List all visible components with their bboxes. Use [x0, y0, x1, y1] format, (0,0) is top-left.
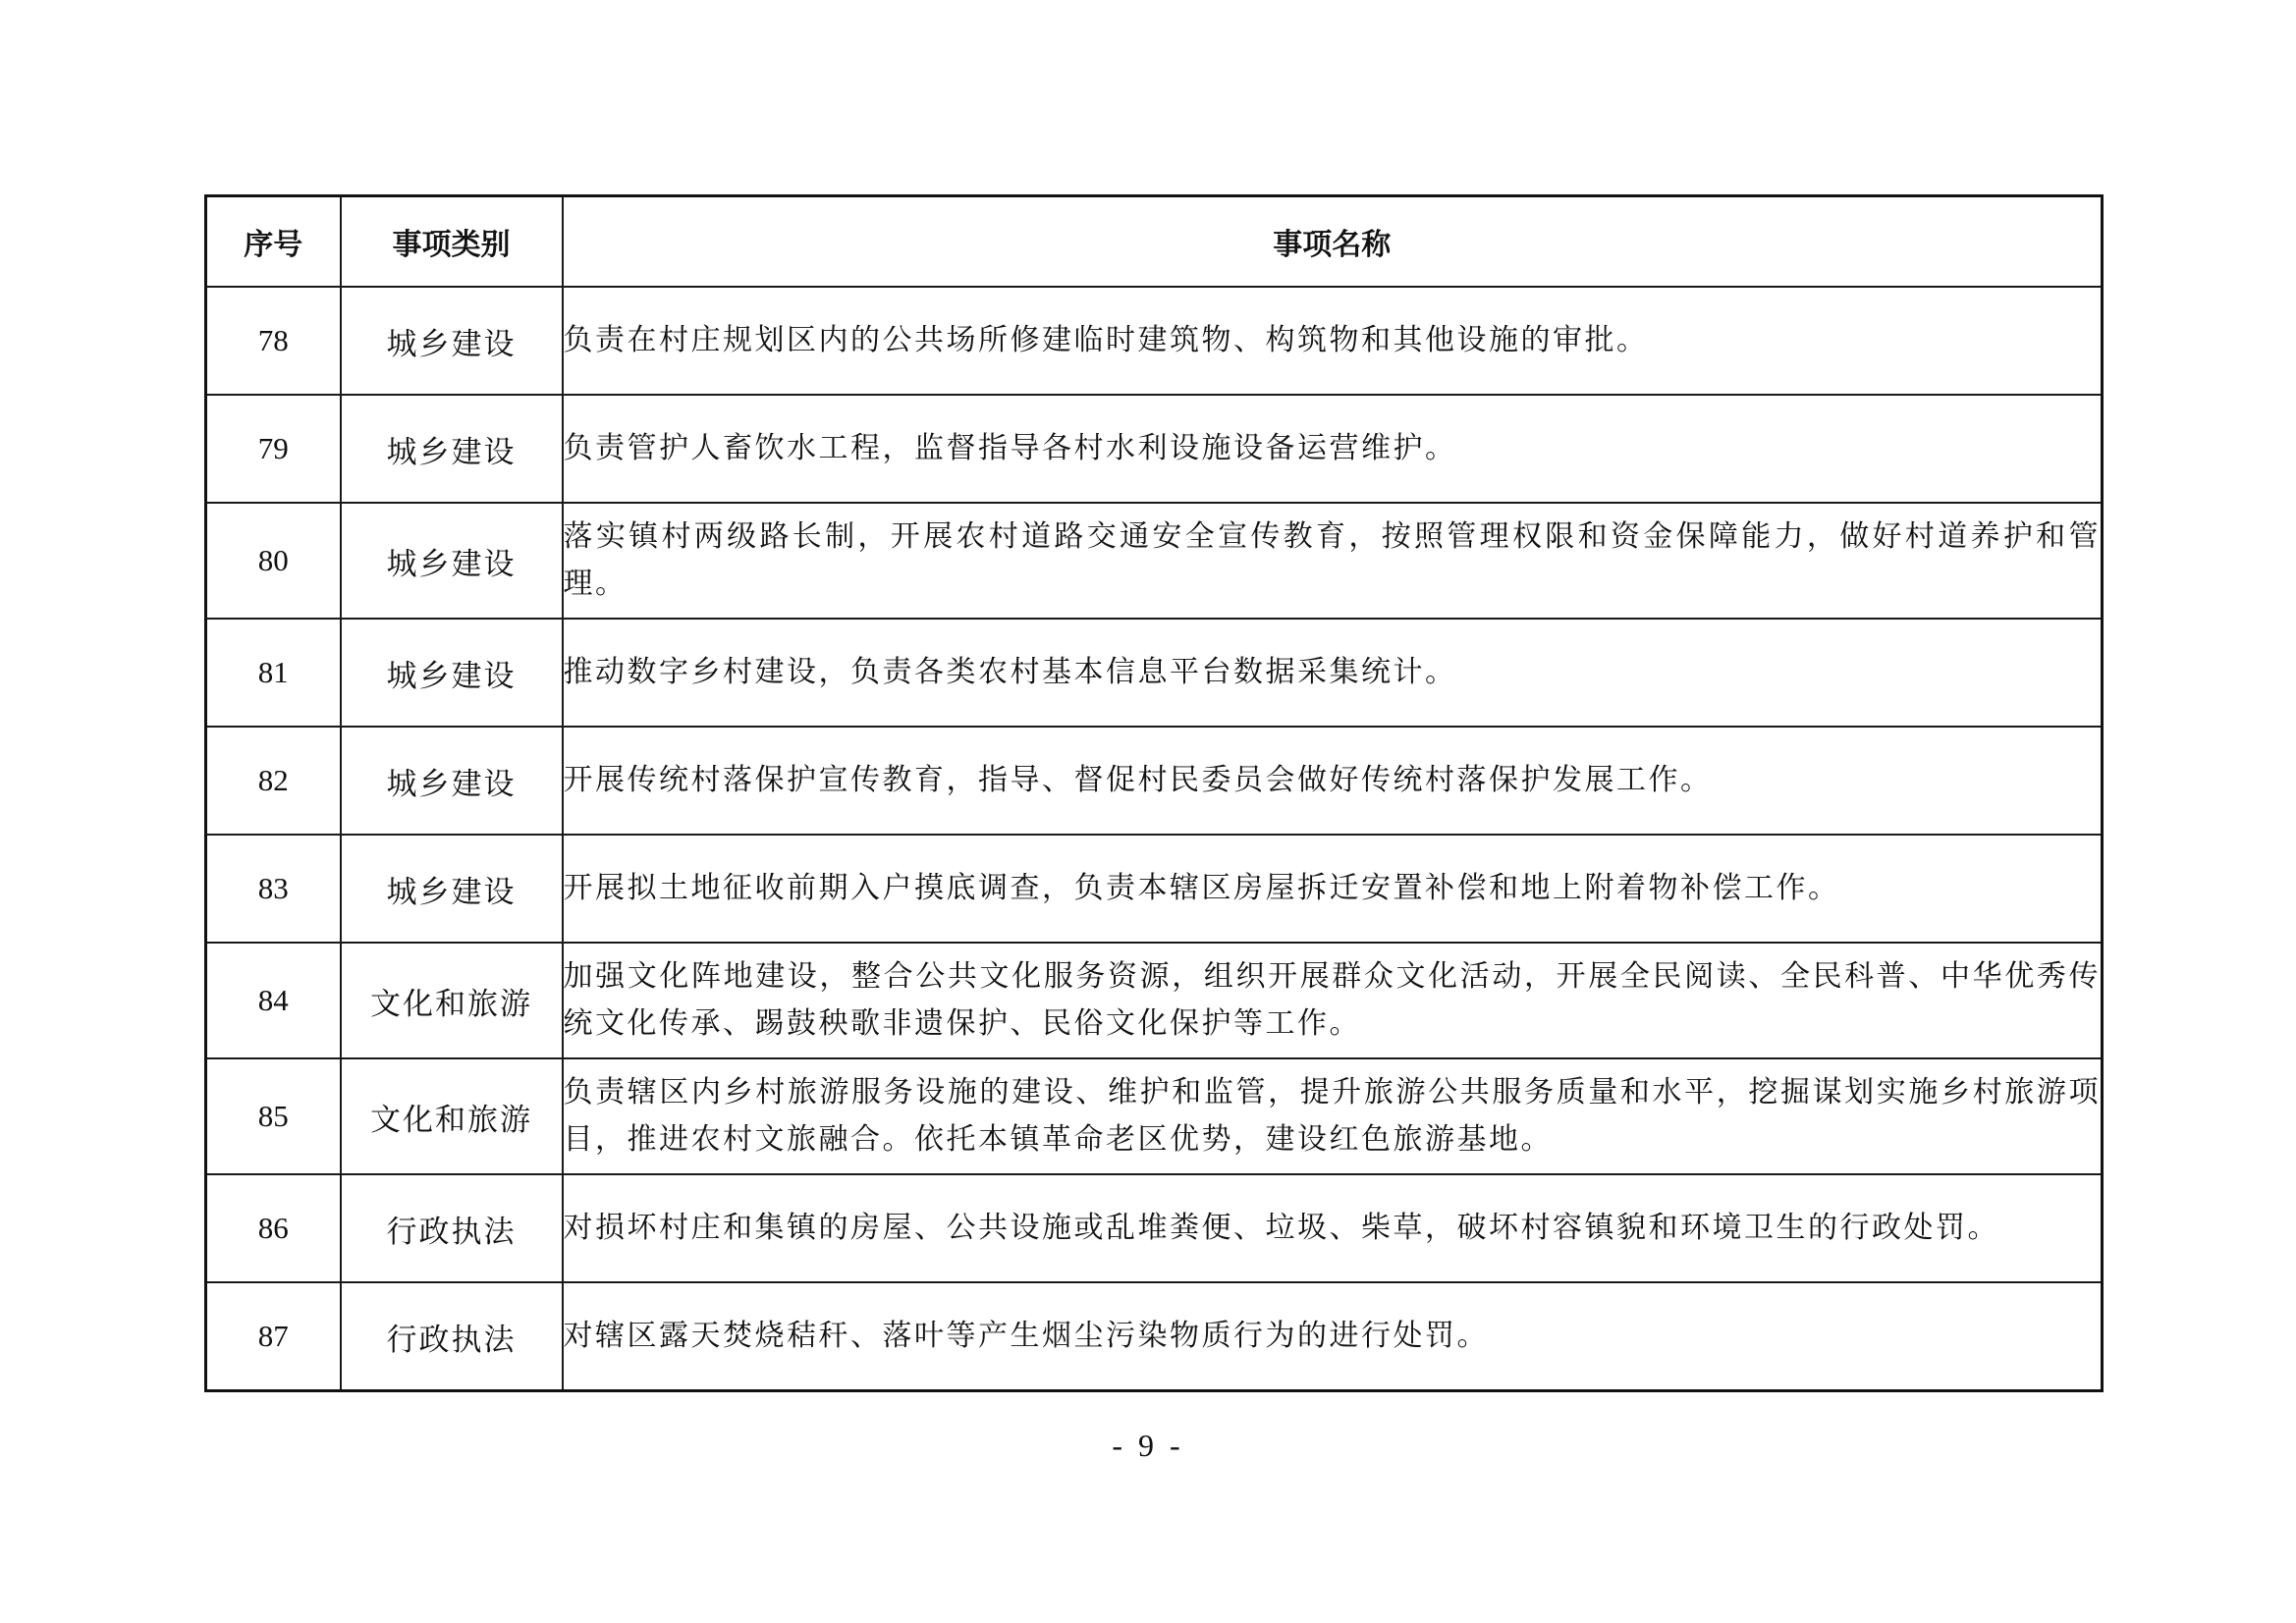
table-row	[206, 1058, 2103, 1174]
row-category: 城乡建设	[341, 835, 563, 943]
row-name: 加强文化阵地建设，整合公共文化服务资源，组织开展群众文化活动，开展全民阅读、全民科普、中华优秀传统文化传承、踢鼓秧歌非遗保护、民俗文化保护等工作。	[563, 943, 2103, 1058]
page-number: - 9 -	[1112, 1428, 1184, 1463]
row-category: 城乡建设	[341, 727, 563, 835]
row-category: 城乡建设	[341, 287, 563, 395]
row-name: 负责辖区内乡村旅游服务设施的建设、维护和监管，提升旅游公共服务质量和水平，挖掘谋划实施乡村旅游项目，推进农村文旅融合。依托本镇革命老区优势，建设红色旅游基地。	[563, 1058, 2103, 1174]
table-row	[206, 1282, 2103, 1391]
row-name: 负责在村庄规划区内的公共场所修建临时建筑物、构筑物和其他设施的审批。	[563, 287, 2103, 395]
table-row	[206, 835, 2103, 943]
row-name: 对损坏村庄和集镇的房屋、公共设施或乱堆粪便、垃圾、柴草，破坏村容镇貌和环境卫生的行政处罚。	[563, 1174, 2103, 1282]
table-row	[206, 727, 2103, 835]
row-name: 开展传统村落保护宣传教育，指导、督促村民委员会做好传统村落保护发展工作。	[563, 727, 2103, 835]
row-category: 行政执法	[341, 1282, 563, 1391]
table-row	[206, 943, 2103, 1058]
table-row	[206, 395, 2103, 503]
row-no: 84	[206, 943, 341, 1058]
items-table	[204, 194, 2104, 1392]
row-no: 87	[206, 1282, 341, 1391]
row-no: 78	[206, 287, 341, 395]
header-no: 序号	[206, 196, 341, 288]
row-no: 83	[206, 835, 341, 943]
row-no: 79	[206, 395, 341, 503]
row-name: 对辖区露天焚烧秸秆、落叶等产生烟尘污染物质行为的进行处罚。	[563, 1282, 2103, 1391]
table-row	[206, 1174, 2103, 1282]
row-category: 城乡建设	[341, 619, 563, 727]
row-no: 86	[206, 1174, 341, 1282]
table-header-row	[206, 196, 2103, 288]
row-category: 城乡建设	[341, 503, 563, 619]
row-category: 文化和旅游	[341, 943, 563, 1058]
row-no: 80	[206, 503, 341, 619]
row-name: 落实镇村两级路长制，开展农村道路交通安全宣传教育，按照管理权限和资金保障能力，做好村道养护和管理。	[563, 503, 2103, 619]
row-category: 文化和旅游	[341, 1058, 563, 1174]
row-no: 81	[206, 619, 341, 727]
row-no: 82	[206, 727, 341, 835]
row-name: 推动数字乡村建设，负责各类农村基本信息平台数据采集统计。	[563, 619, 2103, 727]
row-category: 行政执法	[341, 1174, 563, 1282]
row-name: 负责管护人畜饮水工程，监督指导各村水利设施设备运营维护。	[563, 395, 2103, 503]
table-row	[206, 619, 2103, 727]
header-name: 事项名称	[563, 196, 2103, 288]
row-no: 85	[206, 1058, 341, 1174]
row-name: 开展拟土地征收前期入户摸底调查，负责本辖区房屋拆迁安置补偿和地上附着物补偿工作。	[563, 835, 2103, 943]
header-category: 事项类别	[341, 196, 563, 288]
table-row	[206, 503, 2103, 619]
row-category: 城乡建设	[341, 395, 563, 503]
table-row	[206, 287, 2103, 395]
